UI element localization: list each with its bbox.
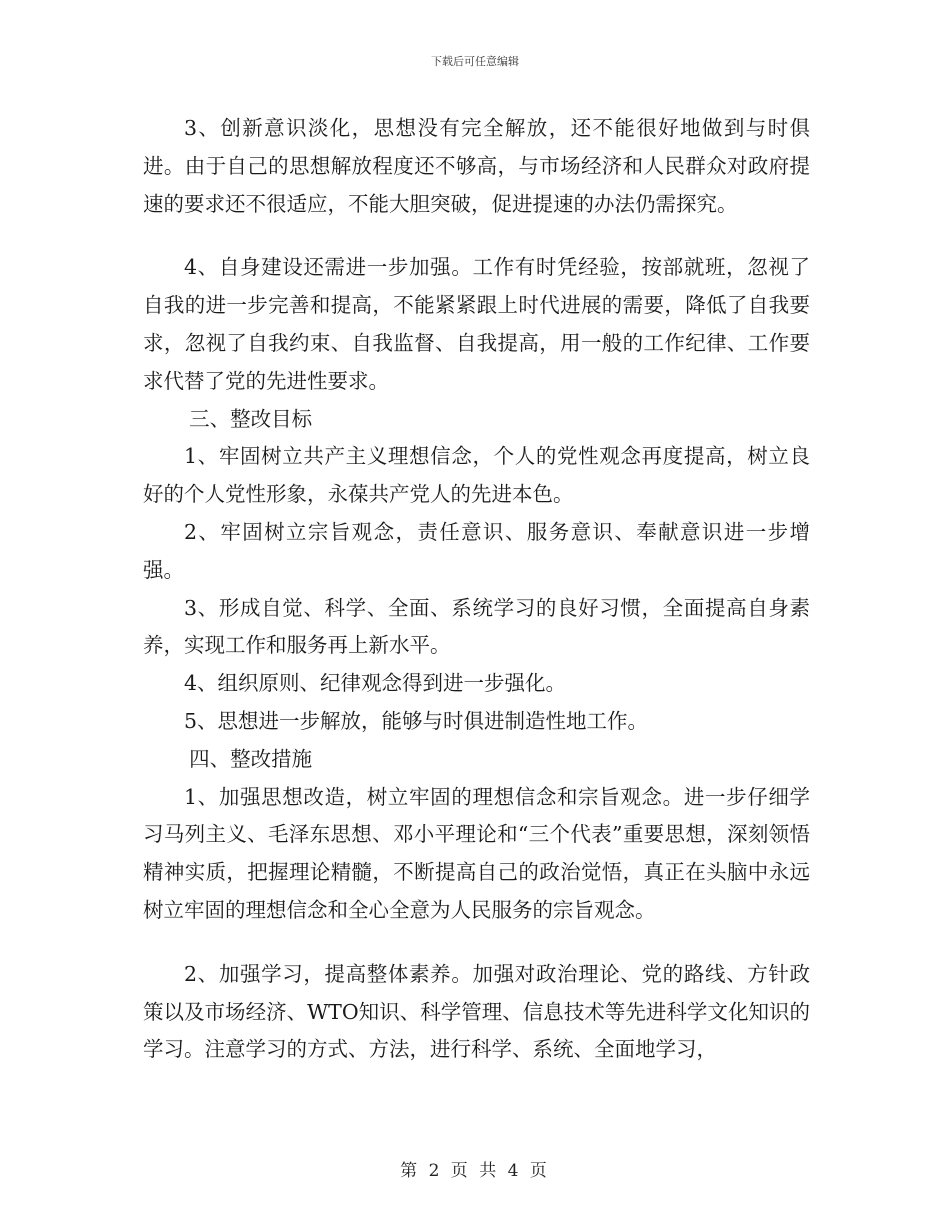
measure-item-2: 2、加强学习，提高整体素养。加强对政治理论、党的路线、方针政策以及市场经济、WTO知识、科学管理、信息技术等先进科学文化知识的学习。注意学习的方式、方法，进行科学、系统、全面地学习，: [143, 961, 810, 1062]
goal-item-1: 1、牢固树立共产主义理想信念，个人的党性观念再度提高，树立良好的个人党性形象，永葆共产党人的先进本色。: [143, 444, 810, 507]
measure-item-1: 1、加强思想改造，树立牢固的理想信念和宗旨观念。进一步仔细学习马列主义、毛泽东思想、邓小平理论和“三个代表”重要思想，深刻领悟精神实质，把握理论精髓，不断提高自己的政治觉悟，真正在头脑中永远树立牢固的理想信念和全心全意为人民服务的宗旨观念。: [143, 784, 810, 922]
page-number-footer: 第 2 页 共 4 页: [400, 1161, 550, 1181]
section-heading-measures: 四、整改措施: [189, 746, 313, 771]
page-header: 下载后可任意编辑: [431, 55, 519, 68]
goal-item-2: 2、牢固树立宗旨观念，责任意识、服务意识、奉献意识进一步增强。: [143, 519, 810, 582]
document-body: [143, 110, 810, 1069]
goal-item-4: 4、组织原则、纪律观念得到进一步强化。: [184, 671, 567, 696]
section-heading-goals: 三、整改目标: [189, 406, 313, 431]
goal-item-5: 5、思想进一步解放，能够与时俱进制造性地工作。: [184, 708, 649, 733]
goal-item-3: 3、形成自觉、科学、全面、系统学习的良好习惯，全面提高自身素养，实现工作和服务再上新水平。: [143, 595, 810, 658]
paragraph-self-construction: 4、自身建设还需进一步加强。工作有时凭经验，按部就班，忽视了自我的进一步完善和提高，不能紧紧跟上时代进展的需要，降低了自我要求，忽视了自我约束、自我监督、自我提高，用一般的工作纪律、工作要求代替了党的先进性要求。: [143, 255, 810, 393]
paragraph-innovation-awareness: 3、创新意识淡化，思想没有完全解放，还不能很好地做到与时俱进。由于自己的思想解放程度还不够高，与市场经济和人民群众对政府提速的要求还不很适应，不能大胆突破，促进提速的办法仍需探究。: [143, 116, 810, 216]
